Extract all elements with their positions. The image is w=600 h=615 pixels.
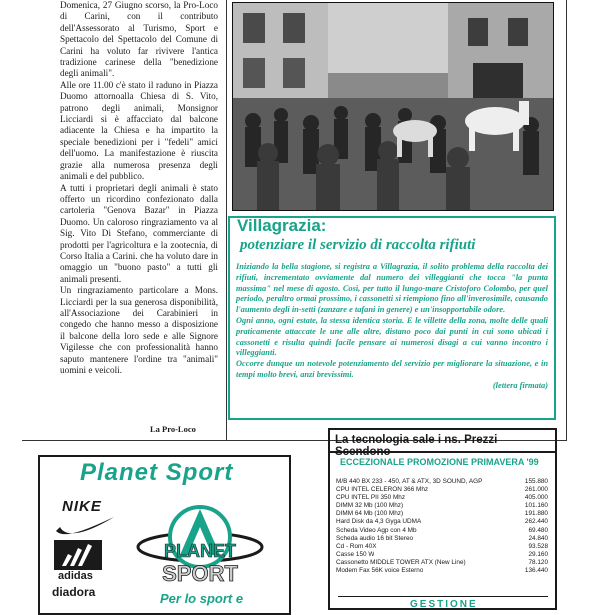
tech-ad-divider [330,451,555,453]
item-name: CPU INTEL PII 350 Mhz [336,494,406,502]
item-name: Cassonetto MIDDLE TOWER ATX (New Line) [336,558,466,566]
item-price: 155.880 [524,478,548,485]
villagrazia-paragraph: Iniziando la bella stagione, si registra a Villagrazia, il solito problema della raccolta dei rifiuti, incrementato ovviamente dal numero dei villeggianti che tocca "la punta massima" nel mese di agosto. Così, per tutto il lungo-mare Cristoforo Colombo, per quel periodo, peraltro ormai prossimo, i cassonetti si riempiono fino all'inverosimile, causando l'aumento degli in-setti (zanzare e tafani in genere) e un'insopportabile odore. [236,262,548,315]
price-row [336,478,548,486]
villagrazia-signature: (lettera firmata) [492,380,548,390]
item-name: Scheda audio 16 bit Stereo [336,534,414,542]
planet-sport-logo-icon [120,495,280,595]
item-price: 24.840 [528,534,548,542]
tech-footer-strip [338,596,548,610]
villagrazia-paragraph: Ogni anno, ogni estate, la stessa identica storia. E le villette della zona, molte delle quali praticamente attaccate le une alle altre, distano poco dai punti in cui sono ubicati i cassonetti e risulta quindi facile pensare ai numerosi disagi a cui vanno incontro i villeggianti. [236,315,548,358]
item-price: 69.480 [528,526,548,534]
article-column [60,0,218,376]
planet-logo-word: PLANET [164,541,236,561]
adidas-logo-icon [54,540,102,570]
planet-sport-title: Planet Sport [80,459,234,486]
price-row [336,551,548,559]
nike-swoosh-icon [54,515,116,537]
item-price: 93.528 [528,542,548,550]
item-name: Scheda Video Agp con 4 Mb [336,526,417,534]
item-name: M/B 440 BX 233 - 450, AT & ATX, 3D SOUND, AGP [336,478,483,485]
item-name: CPU INTEL CELERON 366 Mhz [336,486,429,494]
price-row [336,567,548,575]
villagrazia-letter [228,216,556,420]
article-paragraph: A tutti i proprietari degli animali è stato offerto un ricordino confezionato dalla cartoleria "Genova Bazar" in Piazza Duomo. Un caloroso ringraziamento va al Sig. Vito Di Stefano, commerciante di prodotti per l'agricoltura e la zootecnia, di Corso Italia a Carini. che ha voluto dare in omaggio un "buono pasto" a tutti gli animali presenti. [60,182,218,284]
column-divider [226,0,227,440]
price-row [336,510,548,518]
price-row [336,559,548,567]
article-signature: La Pro-Loco [150,424,196,434]
sport-logo-word: SPORT [162,561,238,586]
article-paragraph: Domenica, 27 Giugno scorso, la Pro-Loco di Carini, con il contributo dell'Assessorato al Turismo, Sport e Spettacolo del Spettacolo del Comune di Carini ha voluto far rivivere l'antica tradizione carinese della "benedizione degli animali". [60,0,218,79]
item-name: Cd - Rom 40X [336,542,377,550]
villagrazia-body [236,262,548,392]
item-price: 29.160 [528,550,548,558]
event-photo [232,2,554,211]
villagrazia-paragraph: Occorre dunque un notevole potenziamento del servizio per migliorare la situazione, e in tempi molto brevi, anzi brevissimi. [236,359,548,379]
price-row [336,494,548,502]
item-name: Hard Disk da 4,3 Gyga UDMA [336,518,422,526]
price-row [336,502,548,510]
column-divider-right [566,0,567,441]
item-name: Casse 150 W [336,550,375,558]
planet-sport-tagline: Per lo sport e [160,591,244,606]
adidas-logo-text: adidas [58,570,93,582]
villagrazia-title: Villagrazia: [237,216,327,235]
price-row [336,543,548,551]
item-price: 191.880 [524,510,548,518]
price-row [336,527,548,535]
price-list [336,478,548,575]
event-photo-image [233,3,553,210]
diadora-logo-text: diadora [52,585,96,599]
price-row [336,518,548,526]
tech-ad-title: La tecnologia sale i ns. Prezzi [335,434,498,446]
tech-price-ad [328,428,557,610]
nike-logo-text: NIKE [62,498,102,515]
item-price: 262.440 [524,518,548,526]
item-name: DIMM 64 Mb (100 Mhz) [336,510,404,518]
article-paragraph: Alle ore 11.00 c'è stato il raduno in Piazza Duomo attornoalla Chiesa di S. Vito, patrono degli animali, Monsignor Licciardi si è affacciato dal balcone adiacente la Chiesa e ha impartito la speciale benedizioni per i "fedeli" amici dell'uomo. La manifestazione è riuscita grazie alla numerosa presenza degli animali e del pubblico. [60,79,218,182]
price-row [336,486,548,494]
item-price: 136.440 [524,567,548,575]
item-name: DIMM 32 Mb (100 Mhz) [336,502,404,510]
price-row [336,535,548,543]
item-price: 261.000 [524,486,548,494]
item-price: 405.000 [524,494,548,502]
villagrazia-subtitle: potenziare il servizio di raccolta rifiuti [240,237,476,253]
item-price: 78.120 [528,558,548,566]
tech-promo-heading: ECCEZIONALE PROMOZIONE PRIMAVERA '99 [340,457,539,467]
item-price: 101.160 [524,502,548,510]
tech-footer-logo: GESTIONE [410,599,478,610]
planet-sport-ad [38,455,291,615]
article-paragraph: Un ringraziamento particolare a Mons. Licciardi per la sua generosa disponibilità, all'Associazione dei Carabinieri in congedo che hanno messo a disposizione il balcone della loro sede e alle Signore Vigilesse che con professionalità hanno saputo mantenere l'ordine tra "animali" uomini e veicoli. [60,285,218,375]
item-name: Modem Fax 56K voice Esterno [336,567,424,575]
